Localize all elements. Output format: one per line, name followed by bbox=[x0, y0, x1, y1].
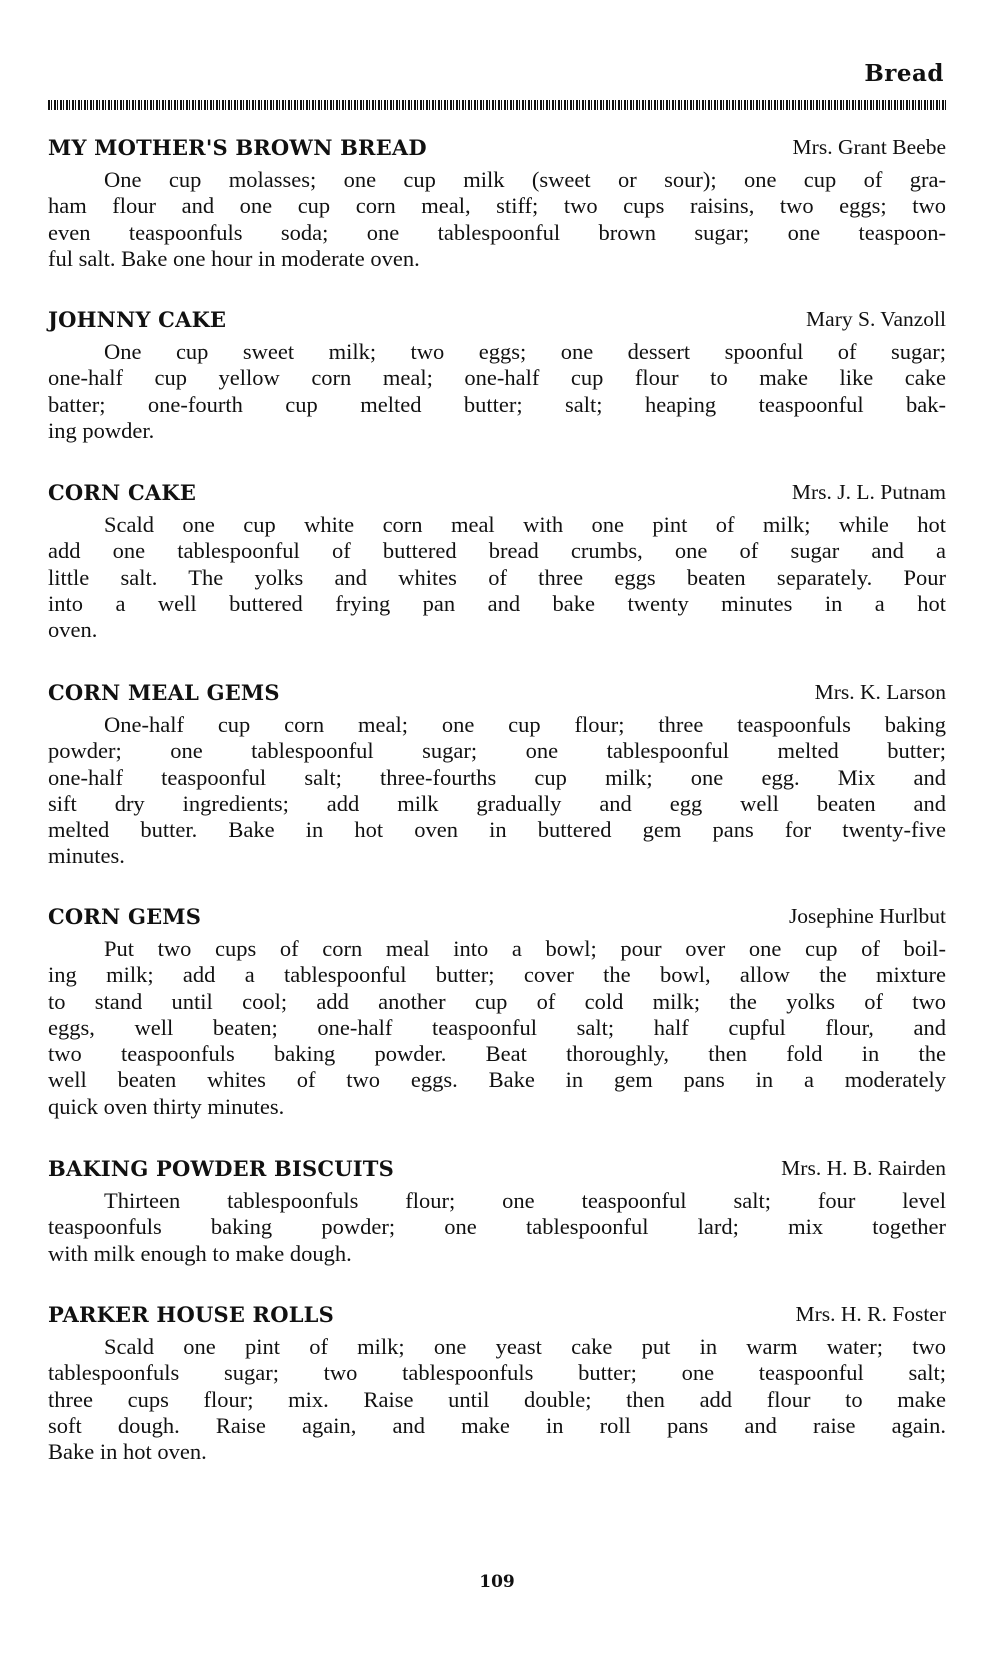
recipe-text-line: Put two cups of corn meal into a bowl; pour over one cup of boil- bbox=[104, 936, 946, 961]
recipe-text-line: tablespoonfuls sugar; two tablespoonfuls butter; one teaspoonful salt; bbox=[48, 1360, 946, 1386]
recipe-header bbox=[48, 680, 946, 712]
recipe-text-line: eggs, well beaten; one-half teaspoonful salt; half cupful flour, and bbox=[48, 1014, 946, 1040]
recipe-body bbox=[48, 1188, 946, 1267]
recipe-text-line: minutes. bbox=[48, 843, 125, 869]
recipe-title: CORN MEAL GEMS bbox=[48, 680, 280, 705]
recipe-header bbox=[48, 307, 946, 339]
recipe-body bbox=[48, 512, 946, 643]
recipe-author: Josephine Hurlbut bbox=[788, 904, 946, 928]
recipe-body bbox=[48, 712, 946, 870]
recipe-text-line: sift dry ingredients; add milk gradually and egg well beaten and bbox=[48, 790, 946, 816]
recipe-text-line: One-half cup corn meal; one cup flour; three teaspoonfuls baking bbox=[104, 712, 946, 737]
recipe-text-line: even teaspoonfuls soda; one tablespoonful brown sugar; one teaspoon- bbox=[48, 219, 946, 245]
recipe-text-line: soft dough. Raise again, and make in roll pans and raise again. bbox=[48, 1412, 946, 1438]
recipe-title: JOHNNY CAKE bbox=[48, 307, 227, 332]
recipe-body bbox=[48, 167, 946, 272]
recipe-text-line: three cups flour; mix. Raise until double; then add flour to make bbox=[48, 1386, 946, 1412]
recipe-text-line: well beaten whites of two eggs. Bake in gem pans in a moderately bbox=[48, 1067, 946, 1093]
recipe-text-line: with milk enough to make dough. bbox=[48, 1240, 352, 1266]
recipe-text-line: add one tablespoonful of buttered bread crumbs, one of sugar and a bbox=[48, 538, 946, 564]
recipe-text-line: Scald one pint of milk; one yeast cake put in warm water; two bbox=[104, 1334, 946, 1359]
recipe-text-line: one-half teaspoonful salt; three-fourths cup milk; one egg. Mix and bbox=[48, 764, 946, 790]
recipe-text-line: powder; one tablespoonful sugar; one tablespoonful melted butter; bbox=[48, 738, 946, 764]
recipe-text-line: little salt. The yolks and whites of three eggs beaten separately. Pour bbox=[48, 564, 946, 590]
recipe-text-line: ing milk; add a tablespoonful butter; cover the bowl, allow the mixture bbox=[48, 962, 946, 988]
recipe-text-line: oven. bbox=[48, 617, 98, 643]
recipe bbox=[48, 680, 946, 870]
recipe-text-line: ing powder. bbox=[48, 417, 155, 443]
recipe bbox=[48, 135, 946, 272]
section-title: Bread bbox=[864, 60, 944, 87]
recipe-text-line: to stand until cool; add another cup of cold milk; the yolks of two bbox=[48, 988, 946, 1014]
recipe-text-line: batter; one-fourth cup melted butter; salt; heaping teaspoonful bak- bbox=[48, 391, 946, 417]
recipe-header bbox=[48, 904, 946, 936]
recipe-text-line: ham flour and one cup corn meal, stiff; two cups raisins, two eggs; two bbox=[48, 193, 946, 219]
recipe-text-line: teaspoonfuls baking powder; one tablespoonful lard; mix together bbox=[48, 1214, 946, 1240]
recipe-author: Mrs. H. B. Rairden bbox=[781, 1156, 946, 1180]
recipe-body bbox=[48, 936, 946, 1120]
recipe-body bbox=[48, 339, 946, 444]
recipe bbox=[48, 307, 946, 444]
recipe-title: CORN CAKE bbox=[48, 480, 197, 505]
recipe-title: BAKING POWDER BISCUITS bbox=[48, 1156, 394, 1181]
recipe-author: Mrs. J. L. Putnam bbox=[791, 480, 946, 504]
page-number: 109 bbox=[479, 1572, 515, 1592]
recipe-title: CORN GEMS bbox=[48, 904, 202, 929]
recipe-author: Mrs. H. R. Foster bbox=[795, 1302, 946, 1326]
document-page bbox=[48, 0, 952, 1667]
recipe-header bbox=[48, 135, 946, 167]
recipe bbox=[48, 480, 946, 643]
recipe-text-line: melted butter. Bake in hot oven in buttered gem pans for twenty-five bbox=[48, 817, 946, 843]
recipe-author: Mrs. K. Larson bbox=[814, 680, 946, 704]
recipe-header bbox=[48, 1302, 946, 1334]
recipe bbox=[48, 1302, 946, 1465]
recipe-title: PARKER HOUSE ROLLS bbox=[48, 1302, 335, 1327]
recipe-header bbox=[48, 1156, 946, 1188]
recipe-text-line: Bake in hot oven. bbox=[48, 1439, 207, 1465]
recipe-body bbox=[48, 1334, 946, 1465]
recipe-text-line: two teaspoonfuls baking powder. Beat thoroughly, then fold in the bbox=[48, 1041, 946, 1067]
recipe-text-line: ful salt. Bake one hour in moderate oven. bbox=[48, 245, 420, 271]
recipe-header bbox=[48, 480, 946, 512]
recipe-text-line: One cup molasses; one cup milk (sweet or sour); one cup of gra- bbox=[104, 167, 946, 192]
recipe-text-line: Thirteen tablespoonfuls flour; one teaspoonful salt; four level bbox=[104, 1188, 946, 1213]
decorative-rule bbox=[48, 100, 946, 110]
recipe-text-line: one-half cup yellow corn meal; one-half cup flour to make like cake bbox=[48, 365, 946, 391]
recipe bbox=[48, 1156, 946, 1267]
recipe-author: Mary S. Vanzoll bbox=[806, 307, 946, 331]
recipe-text-line: quick oven thirty minutes. bbox=[48, 1093, 285, 1119]
recipe-text-line: Scald one cup white corn meal with one pint of milk; while hot bbox=[104, 512, 946, 537]
recipe bbox=[48, 904, 946, 1120]
recipe-text-line: into a well buttered frying pan and bake twenty minutes in a hot bbox=[48, 590, 946, 616]
recipe-author: Mrs. Grant Beebe bbox=[792, 135, 946, 159]
recipe-title: MY MOTHER'S BROWN BREAD bbox=[48, 135, 427, 160]
recipe-text-line: One cup sweet milk; two eggs; one dessert spoonful of sugar; bbox=[104, 339, 946, 364]
